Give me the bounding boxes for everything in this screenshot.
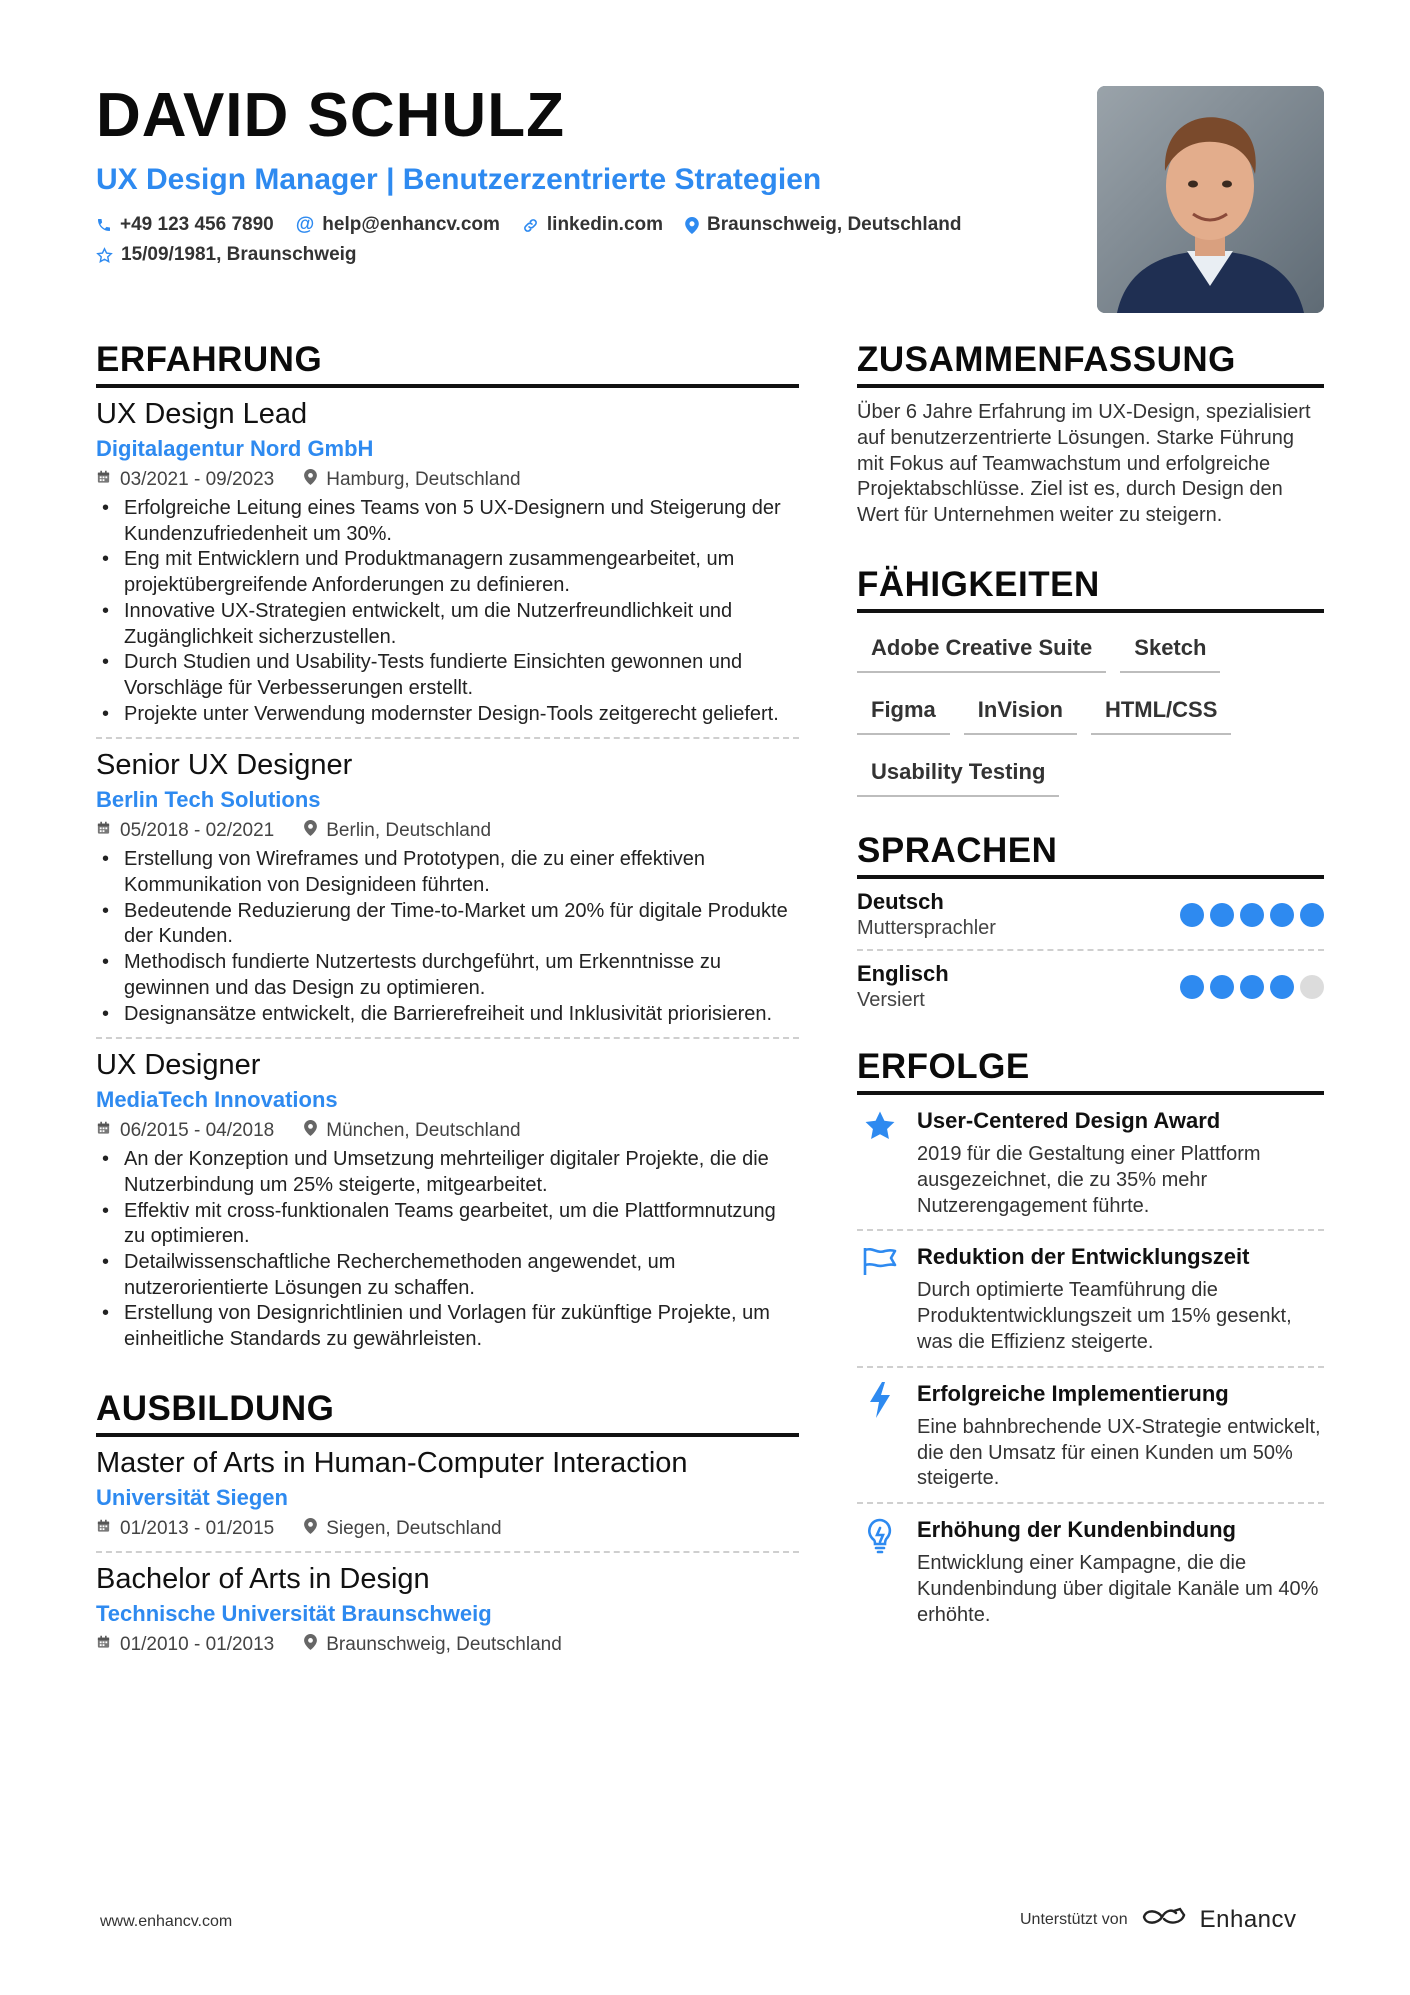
achievement-text: Entwicklung einer Kampagne, die die Kundenbindung über digitale Kanäle um 40% erhöhte. xyxy=(917,1552,1319,1626)
rating-dot-filled xyxy=(1180,903,1204,927)
location-pin-icon xyxy=(304,466,317,494)
job-company: Berlin Tech Solutions xyxy=(96,787,321,813)
bullet-item: • Projekte unter Verwendung modernster Design-Tools zeitgerecht geliefert. xyxy=(96,702,799,728)
bullet-item: • Methodisch fundierte Nutzertests durchgeführt, um Erkenntnisse zu gewinnen und das Design zu optimieren. xyxy=(96,950,799,1001)
skill-tag: Sketch xyxy=(1120,623,1220,673)
job-meta xyxy=(96,817,799,845)
rating-dot-filled xyxy=(1210,903,1234,927)
education-location xyxy=(304,1631,562,1659)
achievement-body xyxy=(917,1107,1324,1219)
footer-website[interactable]: www.enhancv.com xyxy=(100,1913,233,1930)
calendar-icon xyxy=(96,1515,111,1543)
school-name: Technische Universität Braunschweig xyxy=(96,1600,492,1626)
experience-list xyxy=(96,388,799,1363)
education-location-text: Braunschweig, Deutschland xyxy=(326,1633,562,1655)
job-title: Senior UX Designer xyxy=(96,749,353,782)
brand-name: Enhancv xyxy=(1199,1905,1297,1933)
rating-dot-filled xyxy=(1240,903,1264,927)
link-icon xyxy=(522,217,539,234)
job-location-text: München, Deutschland xyxy=(326,1120,521,1142)
achievement-body xyxy=(917,1516,1324,1628)
rating-dot-filled xyxy=(1300,903,1324,927)
calendar-icon xyxy=(96,466,111,494)
rating-dot-filled xyxy=(1270,903,1294,927)
skill-tag: Usability Testing xyxy=(857,747,1059,797)
education-entry xyxy=(96,1553,799,1667)
header xyxy=(96,82,1076,266)
achievement-title: Reduktion der Entwicklungszeit xyxy=(917,1244,1250,1270)
contact-location xyxy=(685,214,961,236)
achievement-title: Erfolgreiche Implementierung xyxy=(917,1380,1229,1406)
lightning-icon xyxy=(857,1380,903,1492)
experience-entry xyxy=(96,1039,799,1363)
summary-text: Über 6 Jahre Erfahrung im UX-Design, spezialisiert auf benutzerzentrierte Lösungen. Starke Führung mit Fokus auf Teamwachstum und erfolgreiche Projektabschlüsse. Ziel ist es, durch Design den Wert für Unternehmen weiter zu steigern. xyxy=(857,401,1311,527)
profile-photo xyxy=(1097,86,1324,313)
bullet-item: • Erstellung von Wireframes und Prototypen, die zu einer effektiven Kommunikation von Designideen führten. xyxy=(96,847,799,898)
phone-icon xyxy=(96,217,112,233)
location-pin-icon xyxy=(304,817,317,845)
location-text: Braunschweig, Deutschland xyxy=(707,214,962,235)
language-info xyxy=(857,961,949,1013)
degree-title: Bachelor of Arts in Design xyxy=(96,1562,430,1595)
languages-list xyxy=(857,879,1324,1021)
job-bullets xyxy=(96,496,799,727)
left-column xyxy=(96,340,799,1667)
experience-entry xyxy=(96,739,799,1039)
bullet-item: • Erfolgreiche Leitung eines Teams von 5 UX-Designern und Steigerung der Kundenzufriedenheit um 30%. xyxy=(96,496,799,547)
achievement-body xyxy=(917,1380,1324,1492)
rating-dot-filled xyxy=(1270,975,1294,999)
language-entry xyxy=(857,879,1324,951)
enhancv-logo-icon xyxy=(1140,1905,1188,1934)
achievement-title: Erhöhung der Kundenbindung xyxy=(917,1517,1236,1543)
job-dates-text: 05/2018 - 02/2021 xyxy=(120,820,275,842)
education-meta xyxy=(96,1515,799,1543)
experience-heading: ERFAHRUNG xyxy=(96,340,799,388)
linkedin-text: linkedin.com xyxy=(546,214,664,235)
location-pin-icon xyxy=(685,217,699,234)
language-rating xyxy=(1180,975,1324,999)
education-dates-text: 01/2010 - 01/2013 xyxy=(120,1633,275,1655)
job-location xyxy=(304,466,520,494)
achievement-text: 2019 für die Gestaltung einer Plattform ausgezeichnet, die zu 35% mehr Nutzerengagement führte. xyxy=(917,1142,1261,1217)
achievements-heading: ERFOLGE xyxy=(857,1047,1324,1095)
contact-info xyxy=(96,214,1056,266)
star-outline-icon xyxy=(96,247,113,264)
bullet-item: • An der Konzeption und Umsetzung mehrteiliger digitaler Projekte, die die Nutzerbindung um 25% steigerte, mitgearbeitet. xyxy=(96,1147,799,1198)
calendar-icon xyxy=(96,1117,111,1145)
education-heading: AUSBILDUNG xyxy=(96,1389,799,1437)
flag-icon xyxy=(857,1243,903,1355)
job-bullets xyxy=(96,1147,799,1353)
achievement-entry xyxy=(857,1368,1324,1504)
education-entry xyxy=(96,1437,799,1553)
skills-heading: FÄHIGKEITEN xyxy=(857,565,1324,613)
education-dates-text: 01/2013 - 01/2015 xyxy=(120,1517,275,1539)
language-level: Muttersprachler xyxy=(857,916,996,939)
achievement-entry xyxy=(857,1231,1324,1367)
job-company: Digitalagentur Nord GmbH xyxy=(96,436,374,461)
bullet-item: • Erstellung von Designrichtlinien und Vorlagen für zukünftige Projekte, um einheitliche Standards zu gewährleisten. xyxy=(96,1301,799,1352)
calendar-icon xyxy=(96,1631,111,1659)
achievement-title: User-Centered Design Award xyxy=(917,1107,1221,1133)
skill-tag: Adobe Creative Suite xyxy=(857,623,1106,673)
candidate-title: UX Design Manager | Benutzerzentrierte Strategien xyxy=(96,163,822,196)
job-dates xyxy=(96,817,274,845)
summary-heading: ZUSAMMENFASSUNG xyxy=(857,340,1324,388)
star-icon xyxy=(857,1107,903,1219)
location-pin-icon xyxy=(304,1631,317,1659)
calendar-icon xyxy=(96,817,111,845)
education-location xyxy=(304,1515,501,1543)
at-icon: @ xyxy=(295,214,315,235)
rating-dot-empty xyxy=(1300,975,1324,999)
bullet-item: • Detailwissenschaftliche Recherchemethoden angewendet, um nutzerorientierte Lösungen zu schaffen. xyxy=(96,1250,799,1301)
footer-powered-by[interactable] xyxy=(1020,1905,1297,1934)
powered-by-text: Unterstützt von xyxy=(1020,1910,1128,1928)
contact-linkedin[interactable] xyxy=(522,214,663,236)
job-location xyxy=(304,817,491,845)
job-company: MediaTech Innovations xyxy=(96,1087,338,1113)
job-title: UX Designer xyxy=(96,1049,261,1082)
education-list xyxy=(96,1437,799,1667)
degree-title: Master of Arts in Human-Computer Interaction xyxy=(96,1446,688,1479)
rating-dot-filled xyxy=(1180,975,1204,999)
achievement-text: Durch optimierte Teamführung die Produktentwicklungszeit um 15% gesenkt, was die Effizienz steigerte. xyxy=(917,1279,1292,1353)
right-column xyxy=(857,340,1324,1639)
skill-tag: HTML/CSS xyxy=(1091,685,1231,735)
phone-text: +49 123 456 7890 xyxy=(120,214,274,235)
skills-list xyxy=(857,623,1324,809)
job-title: UX Design Lead xyxy=(96,398,308,430)
job-dates-text: 03/2021 - 09/2023 xyxy=(120,469,275,490)
language-info xyxy=(857,889,996,941)
language-name: Englisch xyxy=(857,960,949,986)
bullet-item: • Eng mit Entwicklern und Produktmanagern zusammengearbeitet, um projektübergreifende Anforderungen zu definieren. xyxy=(96,547,799,598)
education-dates xyxy=(96,1631,274,1659)
job-dates-text: 06/2015 - 04/2018 xyxy=(120,1120,275,1142)
job-location-text: Berlin, Deutschland xyxy=(326,820,492,842)
rating-dot-filled xyxy=(1210,975,1234,999)
contact-phone xyxy=(96,214,274,236)
achievement-body xyxy=(917,1243,1324,1355)
bullet-item: • Innovative UX-Strategien entwickelt, um die Nutzerfreundlichkeit und Zugänglichkeit sicherzustellen. xyxy=(96,599,799,650)
job-bullets xyxy=(96,847,799,1027)
language-entry xyxy=(857,951,1324,1021)
candidate-name: DAVID SCHULZ xyxy=(96,81,565,150)
bullet-item: • Bedeutende Reduzierung der Time-to-Market um 20% für digitale Produkte der Kunden. xyxy=(96,899,799,950)
job-meta xyxy=(96,466,799,494)
bullet-item: • Durch Studien und Usability-Tests fundierte Einsichten gewonnen und Vorschläge für Verbesserungen erstellt. xyxy=(96,650,799,701)
contact-birth xyxy=(96,244,357,266)
job-meta xyxy=(96,1117,799,1145)
job-location xyxy=(304,1117,520,1145)
location-pin-icon xyxy=(304,1117,317,1145)
skill-tag: InVision xyxy=(964,685,1077,735)
language-name: Deutsch xyxy=(857,888,944,914)
education-location-text: Siegen, Deutschland xyxy=(326,1517,502,1539)
job-dates xyxy=(96,466,274,494)
skill-tag: Figma xyxy=(857,685,950,735)
school-name: Universität Siegen xyxy=(96,1484,288,1510)
experience-entry xyxy=(96,388,799,739)
lightbulb-icon xyxy=(857,1516,903,1628)
achievements-list xyxy=(857,1095,1324,1639)
job-location-text: Hamburg, Deutschland xyxy=(326,469,521,490)
bullet-item: • Designansätze entwickelt, die Barrierefreiheit und Inklusivität priorisieren. xyxy=(96,1002,799,1028)
birth-text: 15/09/1981, Braunschweig xyxy=(121,244,357,265)
job-dates xyxy=(96,1117,274,1145)
languages-heading: SPRACHEN xyxy=(857,831,1324,879)
achievement-text: Eine bahnbrechende UX-Strategie entwickelt, die den Umsatz für einen Kunden um 50% steigerte. xyxy=(917,1415,1321,1490)
contact-email[interactable] xyxy=(296,214,500,236)
education-meta xyxy=(96,1631,799,1659)
achievement-entry xyxy=(857,1095,1324,1231)
rating-dot-filled xyxy=(1240,975,1264,999)
language-rating xyxy=(1180,903,1324,927)
location-pin-icon xyxy=(304,1515,317,1543)
education-dates xyxy=(96,1515,274,1543)
achievement-entry xyxy=(857,1504,1324,1638)
bullet-item: • Effektiv mit cross-funktionalen Teams gearbeitet, um die Plattformnutzung zu optimieren. xyxy=(96,1199,799,1250)
language-level: Versiert xyxy=(857,988,925,1011)
email-text: help@enhancv.com xyxy=(322,214,500,235)
